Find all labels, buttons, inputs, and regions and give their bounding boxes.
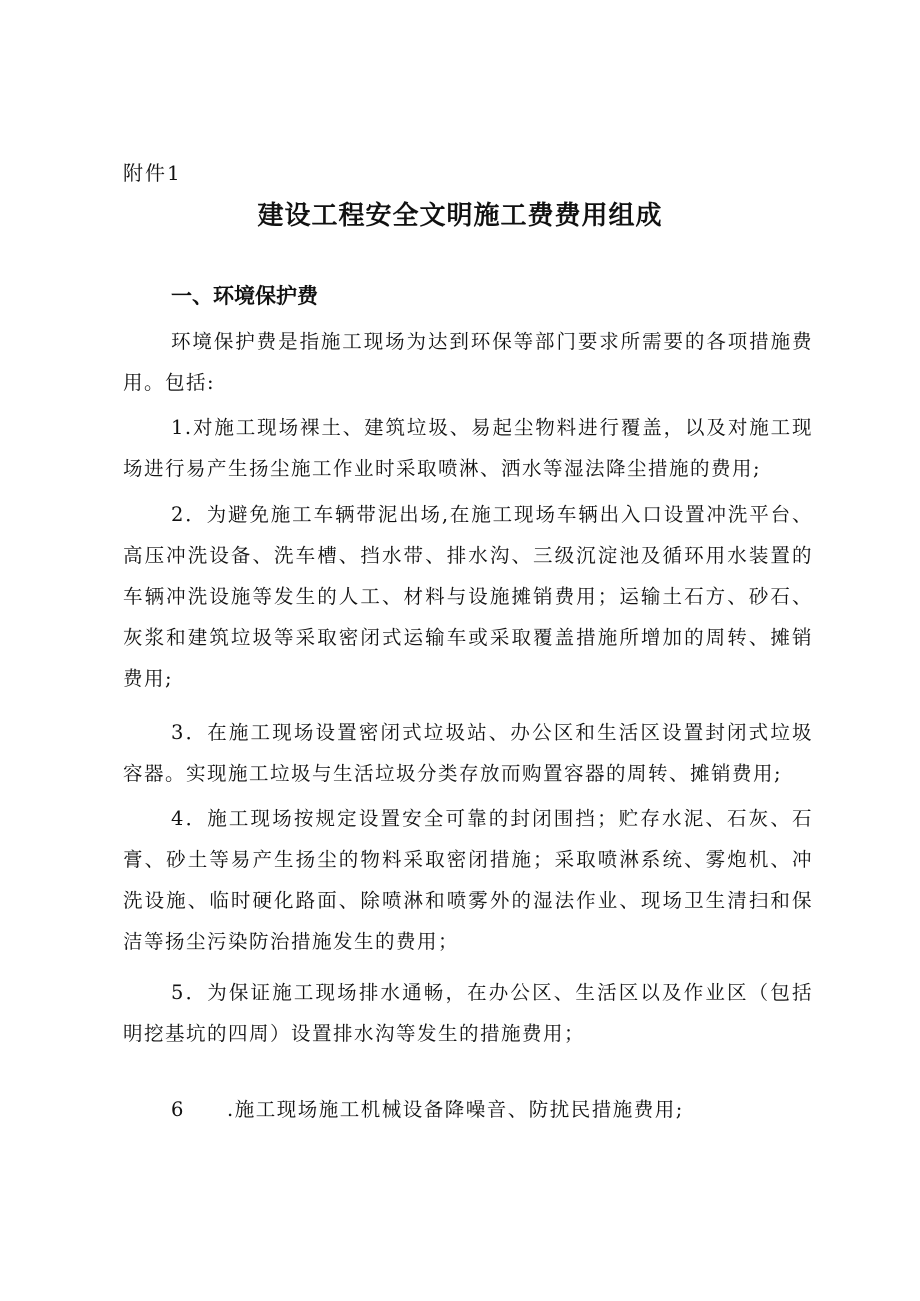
section-intro-paragraph: 环境保护费是指施工现场为达到环保等部门要求所需要的各项措施费用。包括: <box>123 330 813 394</box>
document-title: 建设工程安全文明施工费费用组成 <box>257 201 663 231</box>
section-heading: 一、环境保护费 <box>171 284 318 308</box>
list-item-2: 2．为避免施工车辆带泥出场,在施工现场车辆出入口设置冲洗平台、高压冲洗设备、洗车槽、挡水带、排水沟、三级沉淀池及循环用水装置的车辆冲洗设施等发生的人工、材料与设施摊销费用；运输土石方、砂石、灰浆和建筑垃圾等采取密闭式运输车或采取覆盖措施所增加的周转、摊销费用; <box>123 503 813 690</box>
list-item-6-text: .施工现场施工机械设备降噪音、防扰民措施费用; <box>227 1098 684 1121</box>
list-item-3: 3．在施工现场设置密闭式垃圾站、办公区和生活区设置封闭式垃圾容器。实现施工垃圾与生活垃圾分类存放而购置容器的周转、摊销费用; <box>123 721 813 785</box>
list-item-1: 1.对施工现场裸土、建筑垃圾、易起尘物料进行覆盖，以及对施工现场进行易产生扬尘施工作业时采取喷淋、洒水等湿法降尘措施的费用; <box>123 416 813 480</box>
list-item-4: 4．施工现场按规定设置安全可靠的封闭围挡；贮存水泥、石灰、石膏、砂土等易产生扬尘的物料采取密闭措施；采取喷淋系统、雾炮机、冲洗设施、临时硬化路面、除喷淋和喷雾外的湿法作业、现场卫生清扫和保洁等扬尘污染防治措施发生的费用； <box>123 807 813 953</box>
list-item-5: 5．为保证施工现场排水通畅，在办公区、生活区以及作业区（包括明挖基坑的四周）设置排水沟等发生的措施费用； <box>123 981 813 1045</box>
list-item-6-number: 6 <box>171 1098 185 1121</box>
attachment-label: 附件1 <box>123 161 182 185</box>
list-item-6 <box>171 1089 684 1130</box>
